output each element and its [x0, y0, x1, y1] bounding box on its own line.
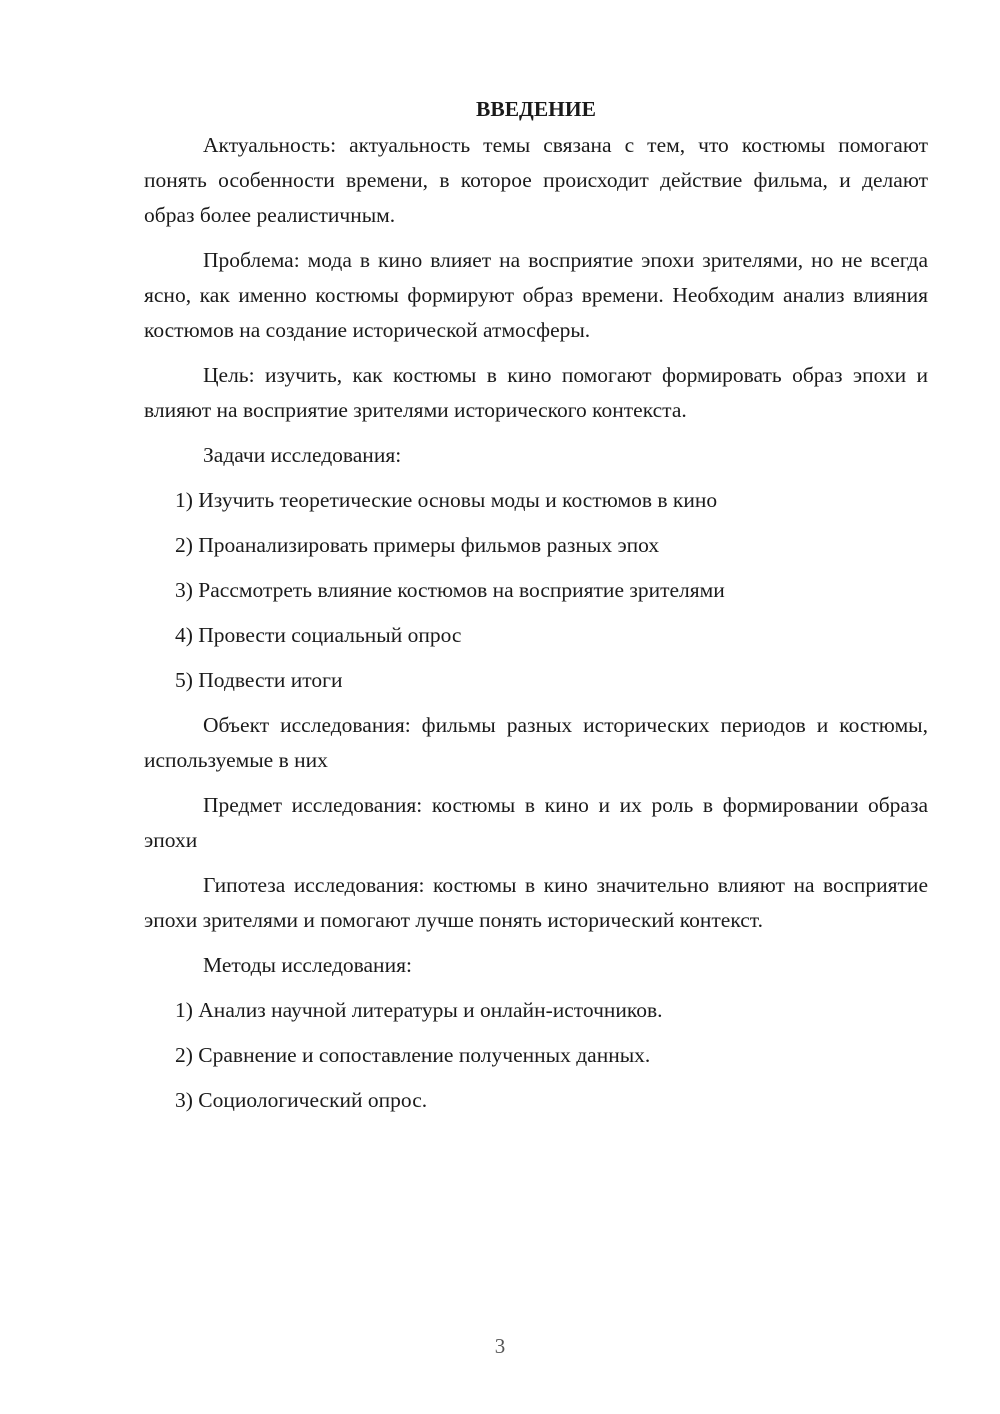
relevance-paragraph: Актуальность: актуальность темы связана с тем, что костюмы помогают понять особенности времени, в которое происходит действие фильма, и делают образ более реалистичным.	[144, 133, 928, 227]
document-body	[144, 92, 928, 1128]
task-item-3: 3) Рассмотреть влияние костюмов на восприятие зрителями	[175, 578, 725, 602]
task-item-4: 4) Провести социальный опрос	[175, 623, 462, 647]
task-item-1: 1) Изучить теоретические основы моды и костюмов в кино	[175, 488, 718, 512]
section-title: ВВЕДЕНИЕ	[476, 97, 596, 121]
method-item-1: 1) Анализ научной литературы и онлайн-источников.	[175, 998, 663, 1022]
object-paragraph: Объект исследования: фильмы разных исторических периодов и костюмы, используемые в них	[144, 713, 928, 772]
goal-paragraph: Цель: изучить, как костюмы в кино помогают формировать образ эпохи и влияют на восприятие зрителями исторического контекста.	[144, 363, 928, 422]
method-item-2: 2) Сравнение и сопоставление полученных данных.	[175, 1043, 651, 1067]
tasks-label: Задачи исследования:	[203, 443, 402, 467]
subject-paragraph: Предмет исследования: костюмы в кино и их роль в формировании образа эпохи	[144, 793, 928, 852]
task-item-5: 5) Подвести итоги	[175, 668, 343, 692]
methods-label: Методы исследования:	[203, 953, 412, 977]
problem-paragraph: Проблема: мода в кино влияет на восприятие эпохи зрителями, но не всегда ясно, как именно костюмы формируют образ времени. Необходим анализ влияния костюмов на создание исторической атмосферы.	[144, 248, 928, 342]
method-item-3: 3) Социологический опрос.	[175, 1088, 428, 1112]
task-item-2: 2) Проанализировать примеры фильмов разных эпох	[175, 533, 660, 557]
page-number: 3	[494, 1334, 506, 1358]
hypothesis-paragraph: Гипотеза исследования: костюмы в кино значительно влияют на восприятие эпохи зрителями и помогают лучше понять исторический контекст.	[144, 873, 928, 932]
